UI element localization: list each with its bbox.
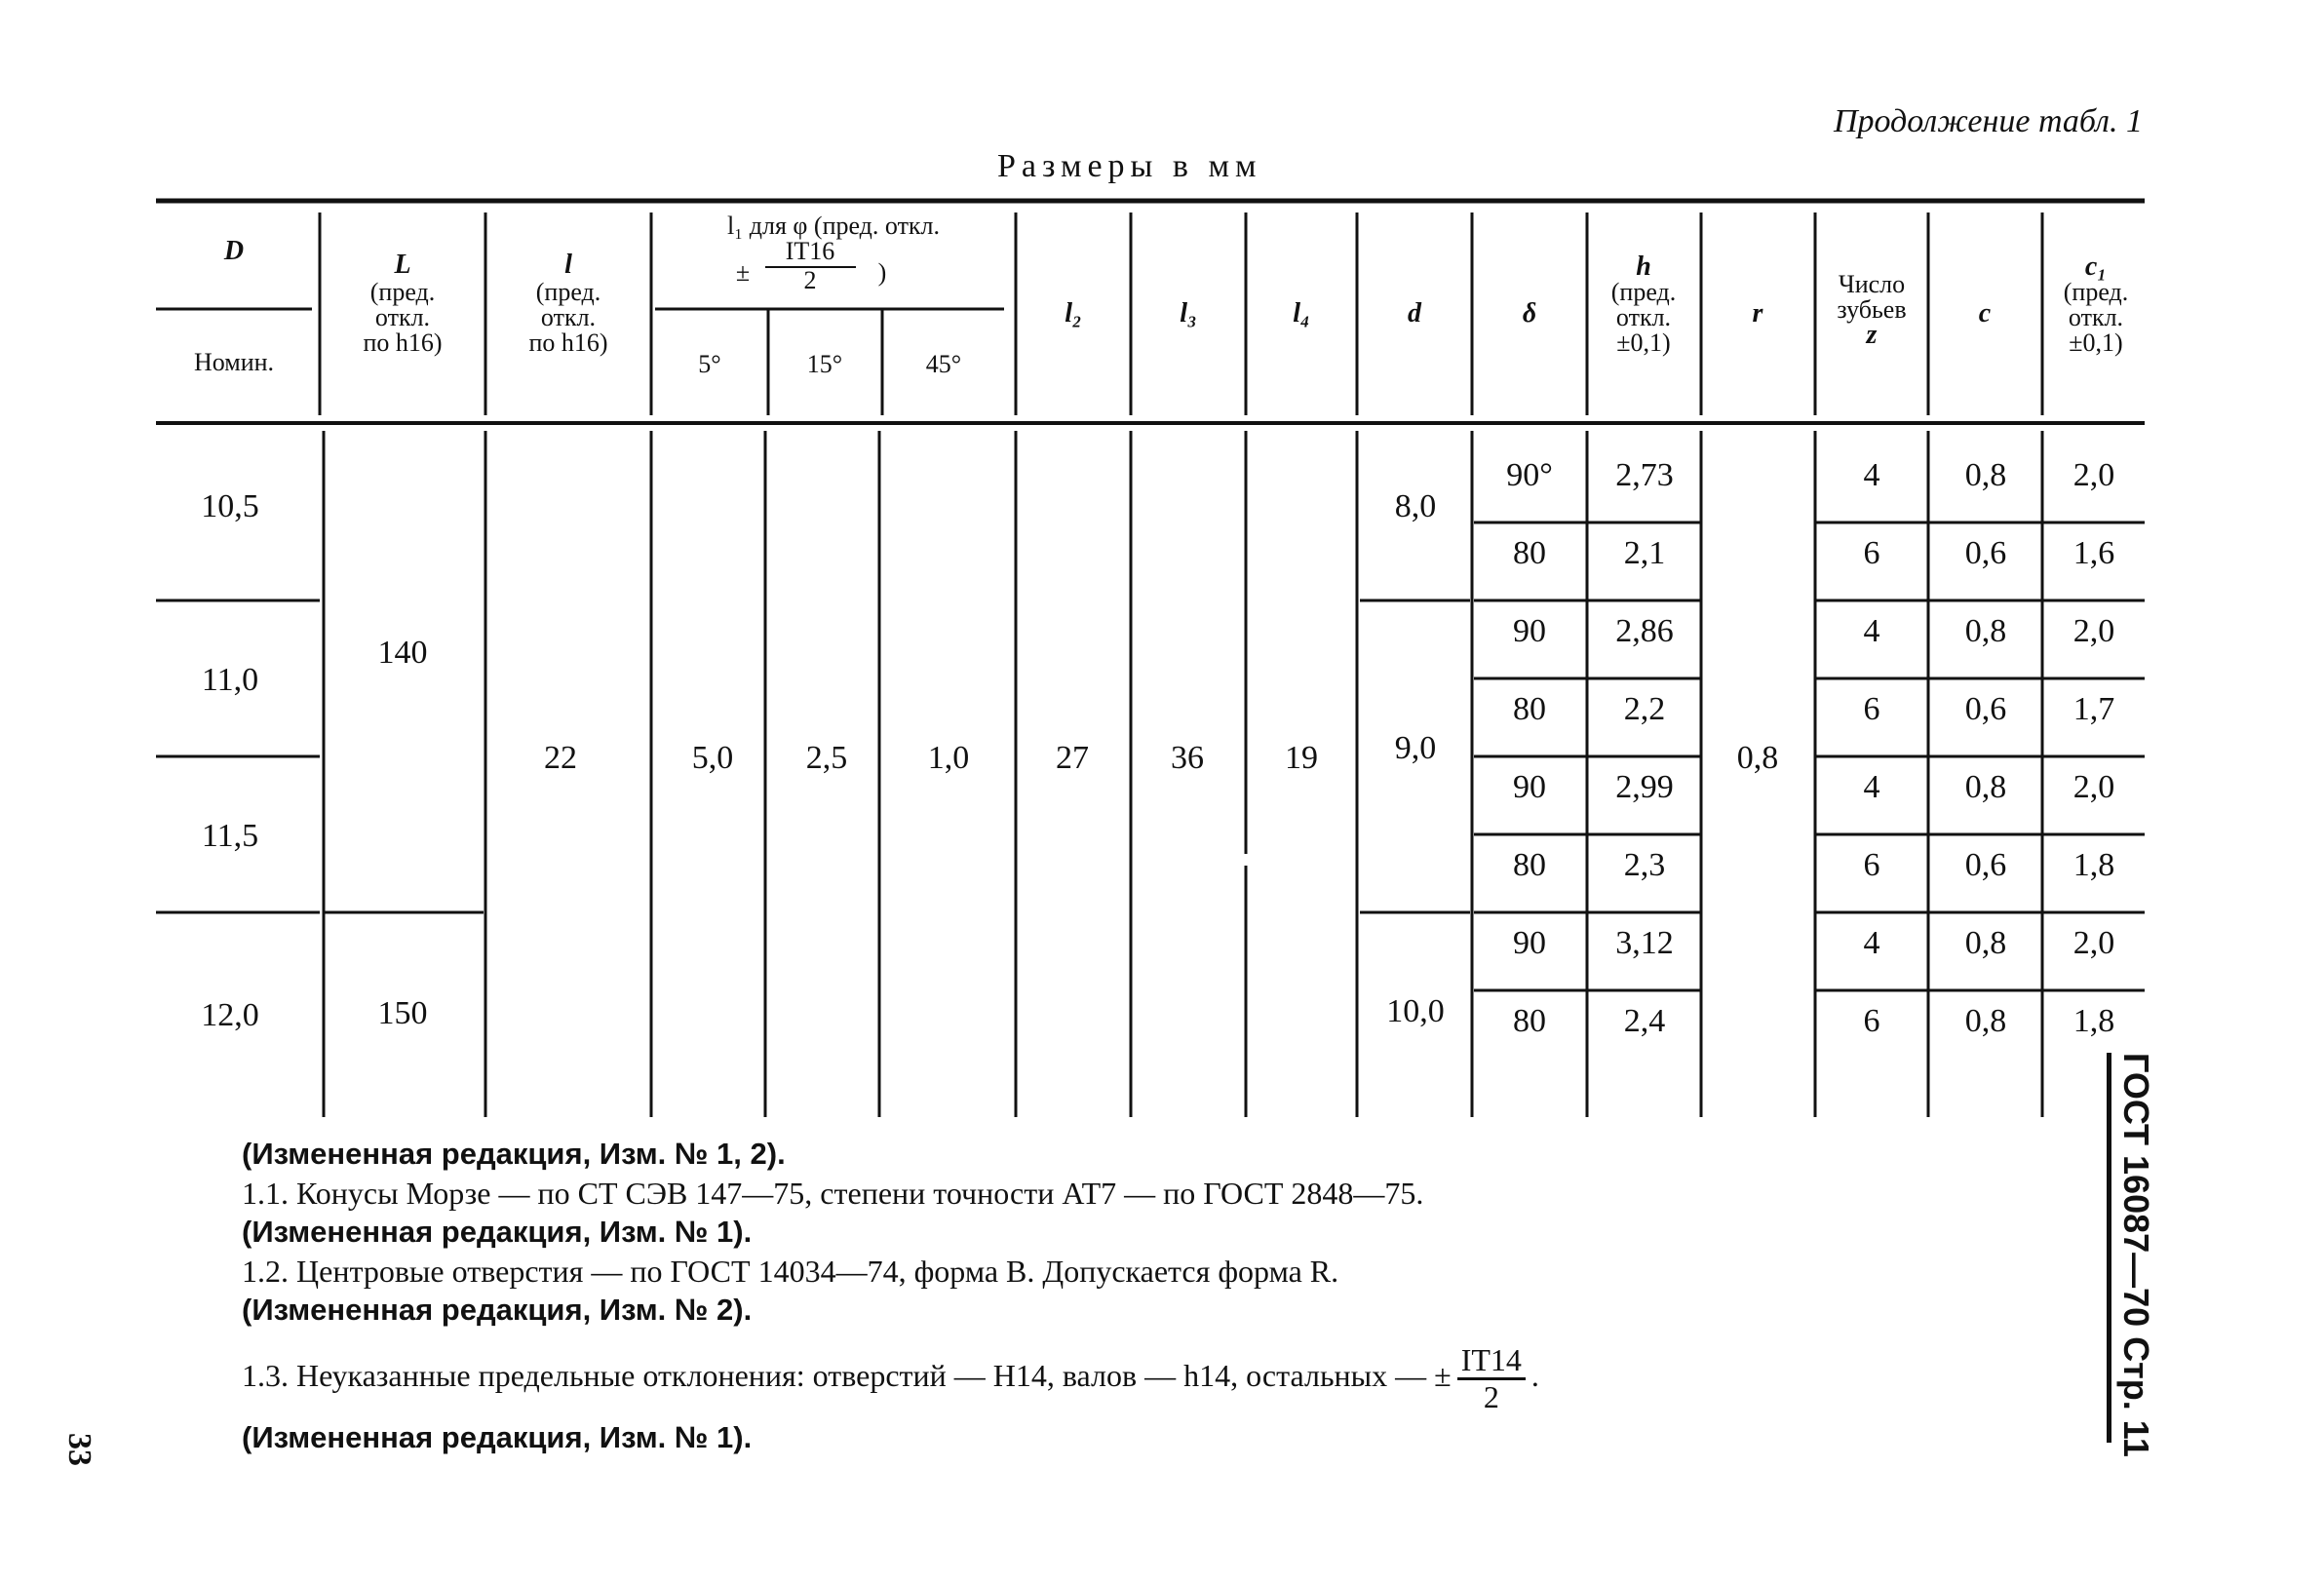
- header-r: r: [1752, 298, 1763, 328]
- cell-D: 11,0: [201, 662, 259, 698]
- cell-z: 4: [1863, 457, 1880, 493]
- cell-D: 11,5: [201, 818, 259, 854]
- dimensions-table: [156, 191, 2145, 1122]
- cell-c1: 1,8: [2072, 1003, 2115, 1039]
- header-l1: l₁ для φ (пред. откл.: [726, 212, 941, 240]
- cell-z: 6: [1863, 691, 1880, 727]
- cell-delta: 90: [1513, 613, 1546, 649]
- cell-delta: 90: [1513, 925, 1546, 961]
- cell-L: 140: [377, 635, 428, 671]
- fraction-numerator: IT14: [1457, 1343, 1526, 1380]
- header-l1-frac-den: 2: [803, 266, 817, 294]
- header-d: d: [1408, 298, 1421, 328]
- table-caption: Размеры в мм: [997, 148, 1262, 184]
- cell-h: 2,3: [1623, 847, 1666, 883]
- header-z: зубьев: [1837, 295, 1907, 324]
- cell-L: 150: [377, 995, 428, 1031]
- cell-d: 9,0: [1394, 730, 1437, 766]
- cell-l3: 36: [1171, 740, 1204, 776]
- cell-h: 3,12: [1615, 925, 1674, 961]
- header-z: Число: [1838, 270, 1906, 298]
- header-l4: l₄: [1293, 298, 1310, 328]
- fraction-denominator: 2: [1483, 1379, 1499, 1415]
- cell-delta: 80: [1513, 535, 1546, 571]
- header-l1-15: 15°: [806, 350, 843, 378]
- header-l1-5: 5°: [698, 350, 721, 378]
- cell-c1: 2,0: [2072, 613, 2115, 649]
- cell-h: 2,4: [1623, 1003, 1666, 1039]
- cell-c1: 1,6: [2072, 535, 2115, 571]
- cell-c1: 1,7: [2072, 691, 2115, 727]
- cell-c1: 1,8: [2072, 847, 2115, 883]
- cell-d: 8,0: [1394, 488, 1437, 524]
- header-D-nominal: Номин.: [193, 348, 275, 376]
- cell-c: 0,8: [1964, 457, 2007, 493]
- page-number: 33: [61, 1433, 97, 1466]
- header-h-note: откл.: [1615, 303, 1672, 331]
- continuation-label: Продолжение табл. 1: [1833, 103, 2143, 139]
- header-c1-note: откл.: [2068, 303, 2124, 331]
- header-l1-close: ): [877, 258, 887, 287]
- cell-z: 4: [1863, 769, 1880, 805]
- cell-c: 0,8: [1964, 613, 2007, 649]
- cell-z: 6: [1863, 1003, 1880, 1039]
- standard-stamp: ГОСТ 16087—70 Стр. 11: [2107, 1053, 2156, 1443]
- cell-l1-5: 5,0: [691, 740, 734, 776]
- header-l-note: откл.: [540, 303, 597, 331]
- header-c: c: [1978, 298, 1992, 328]
- cell-r: 0,8: [1736, 740, 1779, 776]
- cell-c1: 2,0: [2072, 925, 2115, 961]
- cell-l1-15: 2,5: [805, 740, 848, 776]
- cell-z: 4: [1863, 925, 1880, 961]
- notes-block: [242, 1135, 1938, 1457]
- header-l2: l₂: [1065, 298, 1082, 328]
- cell-h: 2,2: [1623, 691, 1666, 727]
- header-c1-note: (пред.: [2063, 278, 2129, 306]
- header-L-note: откл.: [374, 303, 431, 331]
- cell-h: 2,86: [1615, 613, 1674, 649]
- header-D: D: [223, 236, 245, 266]
- header-L: L: [394, 250, 411, 280]
- table-row: [1506, 457, 2114, 493]
- header-L-note: по h16): [363, 328, 443, 357]
- cell-h: 2,1: [1623, 535, 1666, 571]
- cell-c: 0,8: [1964, 1003, 2007, 1039]
- note-1-3-text: 1.3. Неуказанные предельные отклонения: отверстий — H14, валов — h14, остальных — ±: [242, 1358, 1452, 1394]
- cell-c: 0,6: [1964, 535, 2007, 571]
- header-l1-frac-num: IT16: [785, 237, 835, 265]
- header-l: l: [564, 250, 572, 280]
- cell-z: 6: [1863, 847, 1880, 883]
- cell-z: 4: [1863, 613, 1880, 649]
- cell-l4: 19: [1285, 740, 1318, 776]
- header-h: h: [1636, 251, 1651, 282]
- note-revision: (Измененная редакция, Изм. № 1).: [242, 1420, 753, 1455]
- table-rows: [1506, 457, 2114, 1039]
- header-l-note: (пред.: [535, 278, 601, 306]
- header-c1-note: ±0,1): [2069, 328, 2123, 357]
- note-1-3-fraction: [1457, 1343, 1526, 1414]
- cell-delta: 90: [1513, 769, 1546, 805]
- header-l-note: по h16): [528, 328, 608, 357]
- note-1-2: 1.2. Центровые отверстия — по ГОСТ 14034—74, форма В. Допускается форма R.: [242, 1254, 1339, 1289]
- note-revision: (Измененная редакция, Изм. № 1).: [242, 1215, 753, 1249]
- cell-l: 22: [544, 740, 577, 776]
- cell-c1: 2,0: [2072, 457, 2115, 493]
- header-c1: c₁: [2084, 251, 2108, 282]
- cell-c: 0,6: [1964, 847, 2007, 883]
- cell-d: 10,0: [1386, 993, 1445, 1029]
- cell-c: 0,8: [1964, 925, 2007, 961]
- cell-c: 0,6: [1964, 691, 2007, 727]
- note-revision: (Измененная редакция, Изм. № 1, 2).: [242, 1137, 786, 1171]
- note-revision: (Измененная редакция, Изм. № 2).: [242, 1293, 753, 1327]
- header-delta: δ: [1522, 298, 1537, 328]
- header-L-note: (пред.: [369, 278, 436, 306]
- cell-c: 0,8: [1964, 769, 2007, 805]
- cell-l1-45: 1,0: [927, 740, 970, 776]
- header-l1-pm: ±: [735, 258, 751, 287]
- cell-D: 12,0: [201, 997, 259, 1033]
- cell-delta: 80: [1513, 691, 1546, 727]
- header-l1-45: 45°: [925, 350, 962, 378]
- header-h-note: ±0,1): [1616, 328, 1671, 357]
- note-1-3: [242, 1343, 1938, 1414]
- note-1-3-end: .: [1530, 1358, 1539, 1394]
- cell-z: 6: [1863, 535, 1880, 571]
- cell-h: 2,73: [1615, 457, 1674, 493]
- cell-h: 2,99: [1615, 769, 1674, 805]
- body-row-rules: [156, 522, 2145, 990]
- cell-delta: 90°: [1506, 457, 1553, 493]
- header-h-note: (пред.: [1610, 278, 1677, 306]
- cell-delta: 80: [1513, 847, 1546, 883]
- cell-c1: 2,0: [2072, 769, 2115, 805]
- note-1-1: 1.1. Конусы Морзе — по СТ СЭВ 147—75, степени точности АТ7 — по ГОСТ 2848—75.: [242, 1176, 1424, 1211]
- header-l3: l₃: [1180, 298, 1197, 328]
- cell-delta: 80: [1513, 1003, 1546, 1039]
- header-z-symbol: z: [1866, 320, 1878, 350]
- cell-D: 10,5: [201, 488, 259, 524]
- cell-l2: 27: [1056, 740, 1089, 776]
